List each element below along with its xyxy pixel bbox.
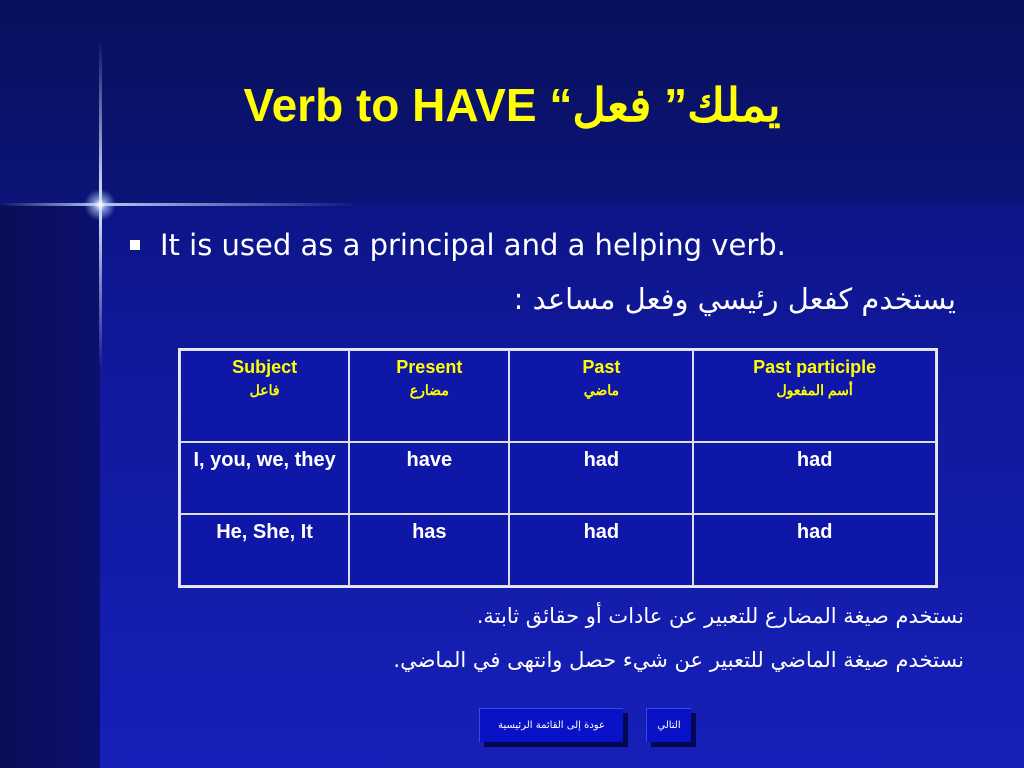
table-header-row xyxy=(180,350,936,442)
bullet-item xyxy=(130,228,786,262)
header-en: Past xyxy=(582,357,621,377)
table-cell: had xyxy=(693,514,936,586)
home-menu-button[interactable]: عودة إلى القائمة الرئيسية xyxy=(479,708,623,742)
header-ar: فاعل xyxy=(249,382,280,398)
header-cell-present xyxy=(349,350,509,442)
header-cell-past-participle xyxy=(693,350,936,442)
arabic-subtitle: يستخدم كفعل رئيسي وفعل مساعد : xyxy=(513,282,956,316)
light-flare-horizontal xyxy=(0,203,360,206)
header-ar: أسم المفعول xyxy=(776,382,853,398)
table-row xyxy=(180,514,936,586)
table-cell: has xyxy=(349,514,509,586)
table-row xyxy=(180,442,936,514)
verb-table xyxy=(178,348,938,588)
table-cell: He, She, It xyxy=(180,514,349,586)
light-flare-icon xyxy=(84,189,116,221)
header-en: Subject xyxy=(232,357,298,377)
header-ar: ماضي xyxy=(583,382,620,398)
header-cell-subject xyxy=(180,350,349,442)
table-cell: had xyxy=(693,442,936,514)
slide-title: Verb to HAVE “يملك” فعل xyxy=(243,79,781,131)
note-present: نستخدم صيغة المضارع للتعبير عن عادات أو حقائق ثابتة. xyxy=(476,604,964,628)
header-en: Past participle xyxy=(753,357,877,377)
header-cell-past xyxy=(509,350,693,442)
table-cell: have xyxy=(349,442,509,514)
table-cell: had xyxy=(509,442,693,514)
header-ar: مضارع xyxy=(409,382,449,398)
table-cell: had xyxy=(509,514,693,586)
square-bullet-icon xyxy=(130,240,140,250)
header-en: Present xyxy=(396,357,463,377)
bullet-text: It is used as a principal and a helping verb. xyxy=(160,228,786,262)
next-button[interactable]: التالي xyxy=(646,708,691,742)
note-past: نستخدم صيغة الماضي للتعبير عن شيء حصل وانتهى في الماضي. xyxy=(393,648,964,672)
table-cell: I, you, we, they xyxy=(180,442,349,514)
